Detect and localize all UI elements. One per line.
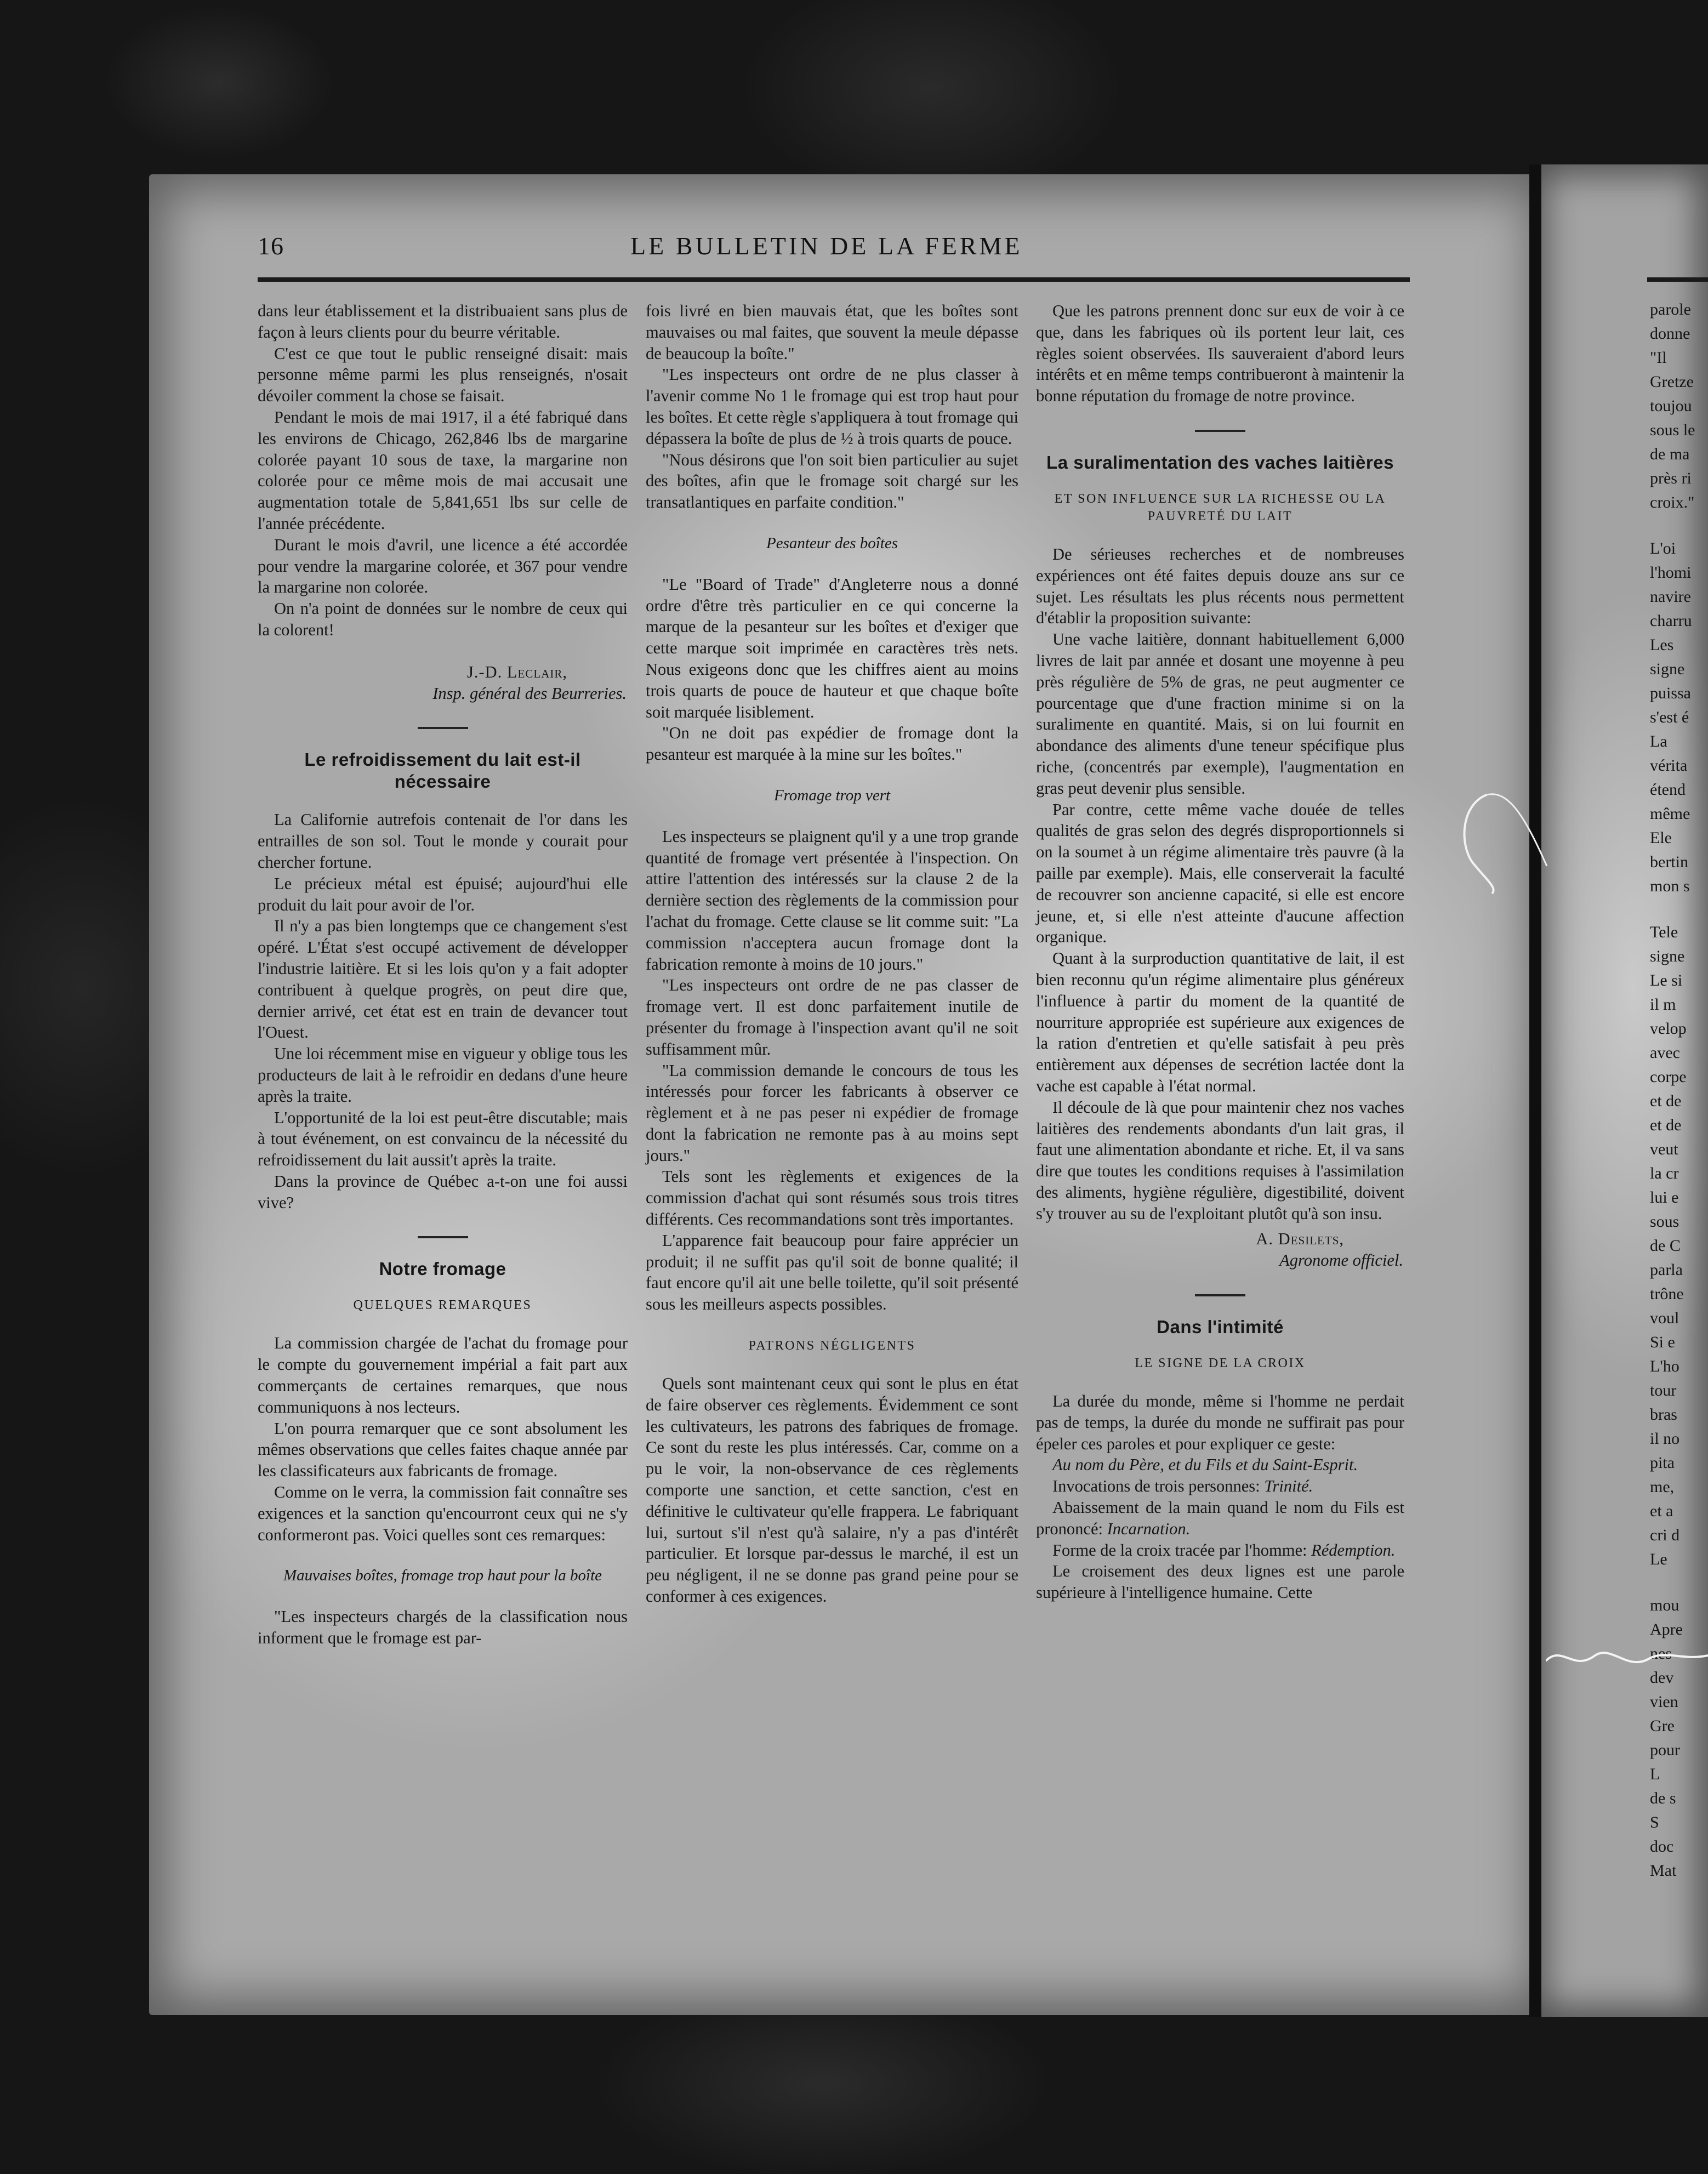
adjacent-page-fragment: Si e [1650, 1333, 1675, 1351]
adjacent-page-fragment: Le si [1650, 971, 1683, 989]
paragraph: De sérieuses recherches et de nombreuses expériences ont été faites depuis douze ans sur ce sujet. Les résultats les plus récents nous permettent d'établir la proposition suivante: [1036, 544, 1404, 628]
adjacent-page-fragment: étend [1650, 781, 1686, 799]
adjacent-page-fragment: mou [1650, 1596, 1679, 1614]
adjacent-page-fragment: bras [1650, 1405, 1677, 1424]
adjacent-page-fragment: bertin [1650, 853, 1688, 871]
paragraph [1036, 1540, 1404, 1561]
paragraph: "Le "Board of Trade" d'Angleterre nous a donné ordre d'être très particulier en ce qui concerne la marque de la pesanteur sur les boîtes et d'exiger que cette marque soit imprimée en caractères très nets. Nous exigeons donc que les chiffres aient au moins trois quarts de pouce de hauteur et que chaque boîte soit marquée lisiblement. [646, 574, 1018, 721]
adjacent-page-fragment: Gre [1650, 1717, 1675, 1735]
article-title: Dans l'intimité [1157, 1317, 1284, 1338]
paragraph: Le croisement des deux lignes est une parole supérieure à l'intelligence humaine. Cette [1036, 1562, 1404, 1602]
paragraph: Les inspecteurs se plaignent qu'il y a une trop grande quantité de fromage vert présentée à l'inspection. On attire l'attention des intéressés sur la clause 2 de la dernière section des règlements de la commission pour l'achat du fromage. Cette clause se lit comme suit: "La commission n'acceptera aucun fromage dont la fabrication remonte à moins de 10 jours." [646, 827, 1018, 974]
adjacent-page-fragment: pour [1650, 1741, 1680, 1759]
paragraph: Tels sont les règlements et exigences de la commission d'achat qui sont résumés sous trois titres différents. Ces recommandations sont très importantes. [646, 1167, 1018, 1229]
column-2 [646, 300, 1018, 1607]
section-divider [418, 1236, 468, 1238]
paragraph: Durant le mois d'avril, une licence a été accordée pour vendre la margarine colorée, et 367 pour vendre la margarine non colorée. [258, 535, 628, 597]
paragraph: dans leur établissement et la distribuaient sans plus de façon à leurs clients pour du beurre véritable. [258, 301, 628, 342]
section-heading: PATRONS NÉGLIGENTS [748, 1339, 916, 1353]
adjacent-page-fragment: sous [1650, 1213, 1679, 1231]
paragraph: "Les inspecteurs ont ordre de ne plus classer à l'avenir comme No 1 le fromage qui est trop haut pour les boîtes. Et cette règle s'appliquera à tout fromage qui dépassera la boîte de plus de ½ à trois quarts de pouce. [646, 365, 1018, 448]
column-3 [1036, 300, 1404, 1603]
section-divider [1195, 1294, 1245, 1296]
adjacent-page-fragment: Le [1650, 1550, 1667, 1568]
adjacent-page-fragment: donne [1650, 325, 1690, 343]
paragraph [1036, 1497, 1404, 1540]
paragraph: "Les inspecteurs ont ordre de ne pas classer de fromage vert. Il est donc parfaitement inutile de présenter du fromage à l'inspection avant qu'il ne soit suffisamment mûr. [646, 976, 1018, 1058]
paragraph: "On ne doit pas expédier de fromage dont la pesanteur est marquée à la mine sur les boîtes." [646, 724, 1018, 764]
adjacent-page-fragment: sous le [1650, 421, 1695, 439]
adjacent-page-fragment: signe [1650, 660, 1685, 678]
adjacent-page-fragment: veut [1650, 1140, 1678, 1158]
article-title: Le refroidissement du lait est-il nécessaire [304, 749, 581, 792]
author-signature: A. Desilets, [1256, 1230, 1344, 1249]
section-heading: Fromage trop vert [773, 786, 891, 804]
adjacent-page-fragment: Gretze [1650, 373, 1694, 391]
adjacent-page-fragment: même [1650, 805, 1690, 823]
paragraph: C'est ce que tout le public renseigné disait: mais personne même parmi les plus renseignés, n'osait dévoiler comment la chose se faisait. [258, 344, 628, 406]
paragraph [1036, 1476, 1404, 1497]
paragraph: Quant à la surproduction quantitative de lait, il est bien reconnu qu'un régime alimentaire plus généreux l'influence à partir du moment de la quantité de nourriture appropriée est supérieure aux exigences de la ration d'entretien et qu'elle satisfait à peu près entièrement aux dépenses de secrétion lactée dont la vache est capable à l'état normal. [1036, 949, 1404, 1095]
adjacent-page-fragment: La [1650, 732, 1667, 750]
adjacent-page-fragment: dev [1650, 1669, 1674, 1687]
paragraph: "Les inspecteurs chargés de la classification nous informent que le fromage est par- [258, 1607, 628, 1648]
header-rule [258, 277, 1410, 282]
adjacent-page-fragment: de C [1650, 1237, 1681, 1255]
paragraph: La commission chargée de l'achat du fromage pour le compte du gouvernement impérial a fait part aux commerçants de certaines remarques, que nous communiquons à nos lecteurs. [258, 1334, 628, 1416]
adjacent-page-fragment: de ma [1650, 445, 1690, 463]
column-1 [258, 300, 628, 1649]
adjacent-page-fragment: puissa [1650, 684, 1691, 702]
adjacent-page-fragment: vien [1650, 1693, 1678, 1711]
adjacent-page-fragment: Apre [1650, 1620, 1683, 1638]
author-signature: J.-D. Leclair, [466, 662, 567, 681]
article-subtitle: LE SIGNE DE LA CROIX [1135, 1356, 1306, 1371]
adjacent-page-fragment: il m [1650, 995, 1676, 1014]
adjacent-page-fragment: croix." [1650, 493, 1695, 511]
page-header [258, 231, 1409, 270]
adjacent-page-fragment: L'ho [1650, 1357, 1679, 1375]
adjacent-page-fragment: pita [1650, 1454, 1675, 1472]
paragraph: Une vache laitière, donnant habituellement 6,000 livres de lait par année et dosant une moyenne à peu près régulière de 5% de gras, ne peut augmenter ce pourcentage que d'une fraction minime si on la suralimente en quantité. Mais, si on lui fournit en abondance des aliments d'une teneur spécifique plus riche, (concentrés par exemple), l'augmentation en gras peut devenir plus sensible. [1036, 630, 1404, 798]
article-subtitle: QUELQUES REMARQUES [353, 1298, 532, 1313]
paragraph: La durée du monde, même si l'homme ne perdait pas de temps, la durée du monde ne suffirait pas pour épeler ces paroles et pour expliquer ce geste: [1036, 1392, 1404, 1453]
paragraph: Comme on le verra, la commission fait connaître ses exigences et la sanction qu'encourront ceux qui ne s'y conformeront pas. Voici quelles sont ces remarques: [258, 1483, 628, 1544]
paragraph: "La commission demande le concours de tous les intéressés pour forcer les fabricants à observer ce règlement et à ne pas peser ni expédier de fromage dont la fabrication ne remonte pas à au moins sept jours." [646, 1061, 1018, 1165]
adjacent-page-fragment: L [1650, 1765, 1660, 1783]
adjacent-page-fragment: charru [1650, 612, 1692, 630]
adjacent-page-fragment: près ri [1650, 469, 1692, 487]
section-divider [418, 727, 468, 729]
author-title: Insp. général des Beurreries. [432, 684, 627, 703]
article-title: La suralimentation des vaches laitières [1046, 452, 1394, 473]
adjacent-page-fragment: lui e [1650, 1188, 1679, 1206]
adjacent-page-fragment: me, [1650, 1478, 1675, 1496]
adjacent-page-fragment: velop [1650, 1020, 1687, 1038]
adjacent-page-fragment: toujou [1650, 397, 1692, 415]
paragraph: Il découle de là que pour maintenir chez nos vaches laitières des rendements abondants d'un lait gras, il faut une alimentation abondante et riche. Et, il va sans dire que toutes les conditions requises à l'assimilation des aliments, hygiène régulière, digestibilité, doivent s'y trouver au su de l'exploitant plutôt qu'à son insu. [1036, 1097, 1404, 1223]
paragraph: Une loi récemment mise en vigueur y oblige tous les producteurs de lait à le refroidir en dedans d'une heure après la traite. [258, 1044, 628, 1106]
adjacent-page-fragment: de s [1650, 1789, 1676, 1807]
emphasis: Rédemption. [1311, 1540, 1396, 1560]
adjacent-page-fragment: parole [1650, 300, 1691, 318]
page-number: 16 [258, 232, 284, 260]
paragraph: Au nom du Père, et du Fils et du Saint-Esprit. [1052, 1455, 1358, 1475]
paragraph: Dans la province de Québec a-t-on une foi aussi vive? [258, 1171, 628, 1212]
adjacent-page-edge [1535, 164, 1708, 2017]
paragraph: On n'a point de données sur le nombre de ceux qui la colorent! [258, 599, 628, 639]
adjacent-page-fragment: et de [1650, 1092, 1682, 1110]
text-run: Forme de la croix tracée par l'homme: [1052, 1540, 1312, 1560]
adjacent-page-fragment: tour [1650, 1381, 1677, 1399]
adjacent-page-fragment: Ele [1650, 829, 1672, 847]
text-run: Invocations de trois personnes: [1052, 1477, 1265, 1496]
adjacent-page-fragment: doc [1650, 1837, 1674, 1856]
adjacent-page-fragment: parla [1650, 1261, 1683, 1279]
paragraph: Que les patrons prennent donc sur eux de voir à ce que, dans les fabriques où ils portent leur lait, ces règles soient observées. Ils sauveraient d'abord leurs intérêts et en même temps contribueront à maintenir la bonne réputation du fromage de notre province. [1036, 301, 1404, 406]
stray-pen-mark [1454, 784, 1580, 910]
paragraph: L'apparence fait beaucoup pour faire apprécier un produit; il ne suffit pas qu'il soit de bonne qualité; il faut encore qu'il ait une belle toilette, qu'il soit présenté sous les meilleurs aspects possibles. [646, 1231, 1018, 1314]
stray-thread-mark [1546, 1639, 1708, 1688]
page-gutter [1529, 164, 1541, 2017]
emphasis: Incarnation. [1107, 1519, 1191, 1538]
adjacent-page-fragment: "Il [1650, 349, 1667, 367]
adjacent-page-fragment: trône [1650, 1285, 1684, 1303]
paragraph: Par contre, cette même vache douée de telles qualités de gras selon des degrés disproportionnels si on la soumet à un régime alimentaire très pauvre (à la paille par exemple). Mais, elle conserverait la faculté de recouvrer son ancienne capacité, si elle est encore jeune, et, si elle n'est atteinte d'aucune affection organique. [1036, 800, 1404, 947]
running-title: LE BULLETIN DE LA FERME [630, 232, 1023, 260]
adjacent-page-fragment: S [1650, 1813, 1659, 1831]
adjacent-page-fragment: signe [1650, 947, 1685, 965]
adjacent-page-fragment: l'homi [1650, 564, 1692, 582]
article-subtitle: ET SON INFLUENCE SUR LA RICHESSE OU LA PAUVRETÉ DU LAIT [1054, 491, 1386, 523]
paragraph: Le précieux métal est épuisé; aujourd'hui elle produit du lait pour avoir de l'or. [258, 874, 628, 914]
adjacent-page-header-rule [1647, 277, 1708, 282]
paragraph: Pendant le mois de mai 1917, il a été fabriqué dans les environs de Chicago, 262,846 lbs de margarine colorée payant 10 sous de taxe, la margarine non colorée pour ce même mois de mai accusait une augmentation totale de 5,841,651 lbs sur celle de l'année précédente. [258, 407, 628, 533]
adjacent-page-fragment: avec [1650, 1044, 1680, 1062]
paragraph: L'opportunité de la loi est peut-être discutable; mais à tout événement, on est convaincu de la nécessité du refroidissement du lait aussit't après la traite. [258, 1108, 628, 1170]
adjacent-page-fragment: Tele [1650, 923, 1678, 941]
paragraph: fois livré en bien mauvais état, que les boîtes sont mauvaises ou mal faites, que souvent la meule dépasse de beaucoup la boîte." [646, 301, 1018, 363]
adjacent-page-fragment: cri d [1650, 1526, 1680, 1544]
adjacent-page-fragment: navire [1650, 588, 1691, 606]
emphasis: Trinité. [1264, 1477, 1313, 1496]
adjacent-page-fragment: et de [1650, 1116, 1682, 1134]
adjacent-page-fragment: nes [1650, 1644, 1672, 1663]
paragraph: Quels sont maintenant ceux qui sont le plus en état de faire observer ces règlements. Évidemment ce sont les cultivateurs, les patrons des fabriques de fromage. Ce sont du reste les plus intéressés. Car, comme on a pu le voir, la non-observance de ces règlements comporte une sanction, et cette sanction, c'est en définitive le cultivateur qu'elle frappera. Le fabriquant lui, surtout s'il n'est qu'à salaire, n'y a pas d'intérêt particulier. Et lorsque par-dessus le marché, il est un peu négligent, il ne se donne pas grand peine pour se conformer à ces exigences. [646, 1374, 1018, 1606]
paragraph: La Californie autrefois contenait de l'or dans les entrailles de son sol. Tout le monde y courait pour chercher fortune. [258, 810, 628, 872]
text-run: Abaissement de la main quand le nom du Fils est prononcé: [1036, 1498, 1404, 1538]
author-title: Agronome officiel. [1279, 1251, 1403, 1270]
paragraph: Il n'y a pas bien longtemps que ce changement s'est opéré. L'État s'est occupé activement de développer l'industrie laitière. Et si les lois qu'on y a fait adopter contribuent à quelque progrès, on peut dire que, dernier arrivé, cet état est en train de devancer tout l'Ouest. [258, 917, 628, 1042]
adjacent-page-fragment: vérita [1650, 756, 1688, 775]
adjacent-page-fragment: et a [1650, 1502, 1673, 1520]
adjacent-page-fragment: mon s [1650, 877, 1690, 895]
paragraph: "Nous désirons que l'on soit bien particulier au sujet des boîtes, afin que le fromage soit chargé sur les transatlantiques en parfaite condition." [646, 450, 1018, 512]
adjacent-page-fragment: corpe [1650, 1068, 1687, 1086]
section-heading: Mauvaises boîtes, fromage trop haut pour la boîte [283, 1567, 602, 1585]
article-title: Notre fromage [379, 1259, 506, 1279]
adjacent-page-fragment: la cr [1650, 1164, 1679, 1182]
adjacent-page-fragment: Les [1650, 636, 1674, 654]
section-heading: Pesanteur des boîtes [766, 534, 898, 552]
adjacent-page-fragment: il no [1650, 1430, 1680, 1448]
adjacent-page-fragment: s'est é [1650, 708, 1689, 726]
paragraph: L'on pourra remarquer que ce sont absolument les mêmes observations que celles faites chaque année par les classificateurs aux fabricants de fromage. [258, 1419, 628, 1481]
adjacent-page-fragment: L'oi [1650, 539, 1676, 557]
adjacent-page-fragment: Mat [1650, 1862, 1677, 1880]
adjacent-page-fragment: voul [1650, 1309, 1679, 1327]
section-divider [1195, 430, 1245, 432]
